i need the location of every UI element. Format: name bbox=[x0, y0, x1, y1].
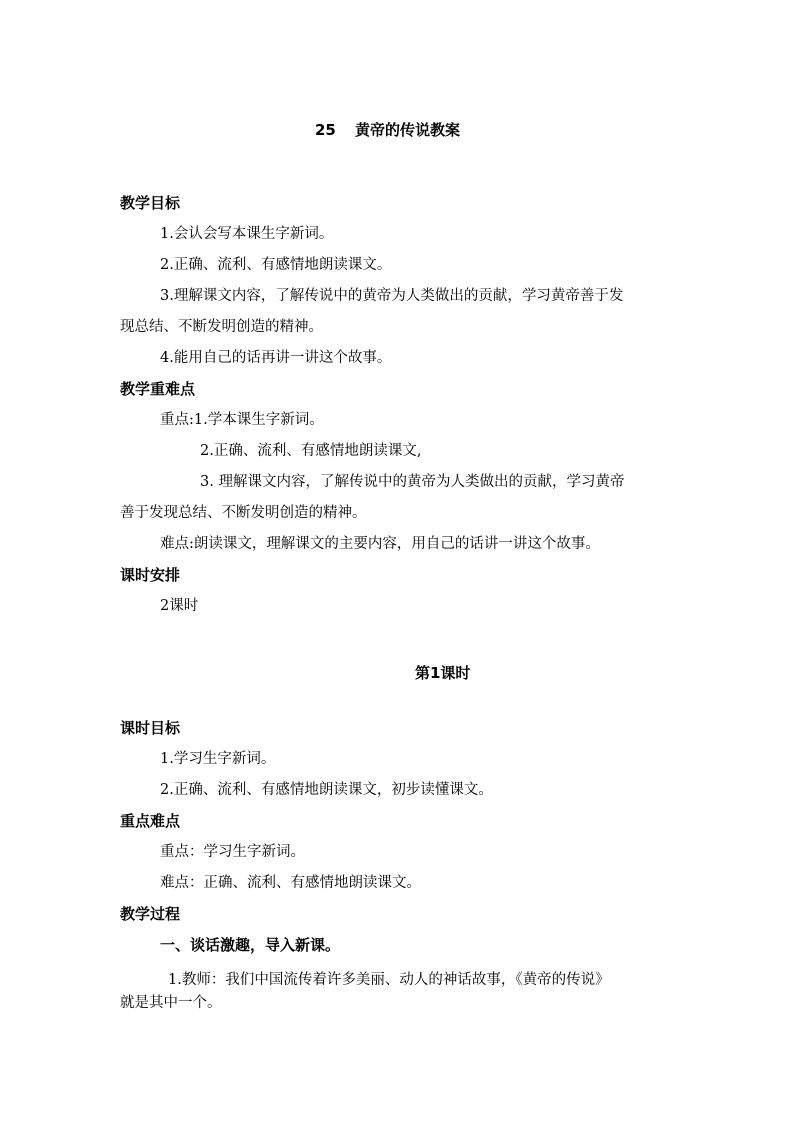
schedule-text: 2课时 bbox=[160, 598, 199, 614]
section-heading-key-difficult: 教学重难点 bbox=[120, 380, 196, 398]
key-point-3-line-1: 3. 理解课文内容，了解传说中的黄帝为人类做出的贡献，学习黄帝 bbox=[200, 474, 625, 490]
section-heading-focus: 重点难点 bbox=[120, 812, 181, 830]
process-paragraph-1-line-2: 就是其中一个。 bbox=[120, 995, 222, 1011]
goal-item-2: 2.正确、流利、有感情地朗读课文。 bbox=[160, 257, 392, 273]
key-point-1: 重点:1.学本课生字新词。 bbox=[160, 412, 324, 428]
lesson-title: 第1课时 bbox=[415, 664, 471, 682]
goal-item-3-line-1: 3.理解课文内容，了解传说中的黄帝为人类做出的贡献，学习黄帝善于发 bbox=[160, 288, 624, 304]
section-heading-goals: 教学目标 bbox=[120, 194, 181, 212]
goal-item-3-line-2: 现总结、不断发明创造的精神。 bbox=[120, 319, 323, 335]
lesson-goal-2: 2.正确、流利、有感情地朗读课文，初步读懂课文。 bbox=[160, 782, 493, 798]
process-step-1: 一、谈话激趣，导入新课。 bbox=[160, 936, 341, 954]
doc-title-number: 25 bbox=[315, 121, 336, 139]
key-point-2: 2.正确、流利、有感情地朗读课文, bbox=[200, 443, 422, 459]
section-heading-process: 教学过程 bbox=[120, 905, 181, 923]
process-paragraph-1-line-1: 1.教师：我们中国流传着许多美丽、动人的神话故事，《黄帝的传说》 bbox=[168, 972, 610, 988]
section-heading-lesson-goals: 课时目标 bbox=[120, 719, 181, 737]
goal-item-1: 1.会认会写本课生字新词。 bbox=[160, 226, 334, 242]
lesson-goal-1: 1.学习生字新词。 bbox=[160, 751, 276, 767]
focus-key: 重点：学习生字新词。 bbox=[160, 844, 305, 860]
doc-title: 黄帝的传说教案 bbox=[355, 121, 461, 139]
key-point-3-line-2: 善于发现总结、不断发明创造的精神。 bbox=[120, 505, 367, 521]
difficult-point: 难点:朗读课文，理解课文的主要内容，用自己的话讲一讲这个故事。 bbox=[160, 536, 600, 552]
focus-difficult: 难点：正确、流利、有感情地朗读课文。 bbox=[160, 875, 421, 891]
goal-item-4: 4.能用自己的话再讲一讲这个故事。 bbox=[160, 350, 392, 366]
section-heading-schedule: 课时安排 bbox=[120, 566, 181, 584]
